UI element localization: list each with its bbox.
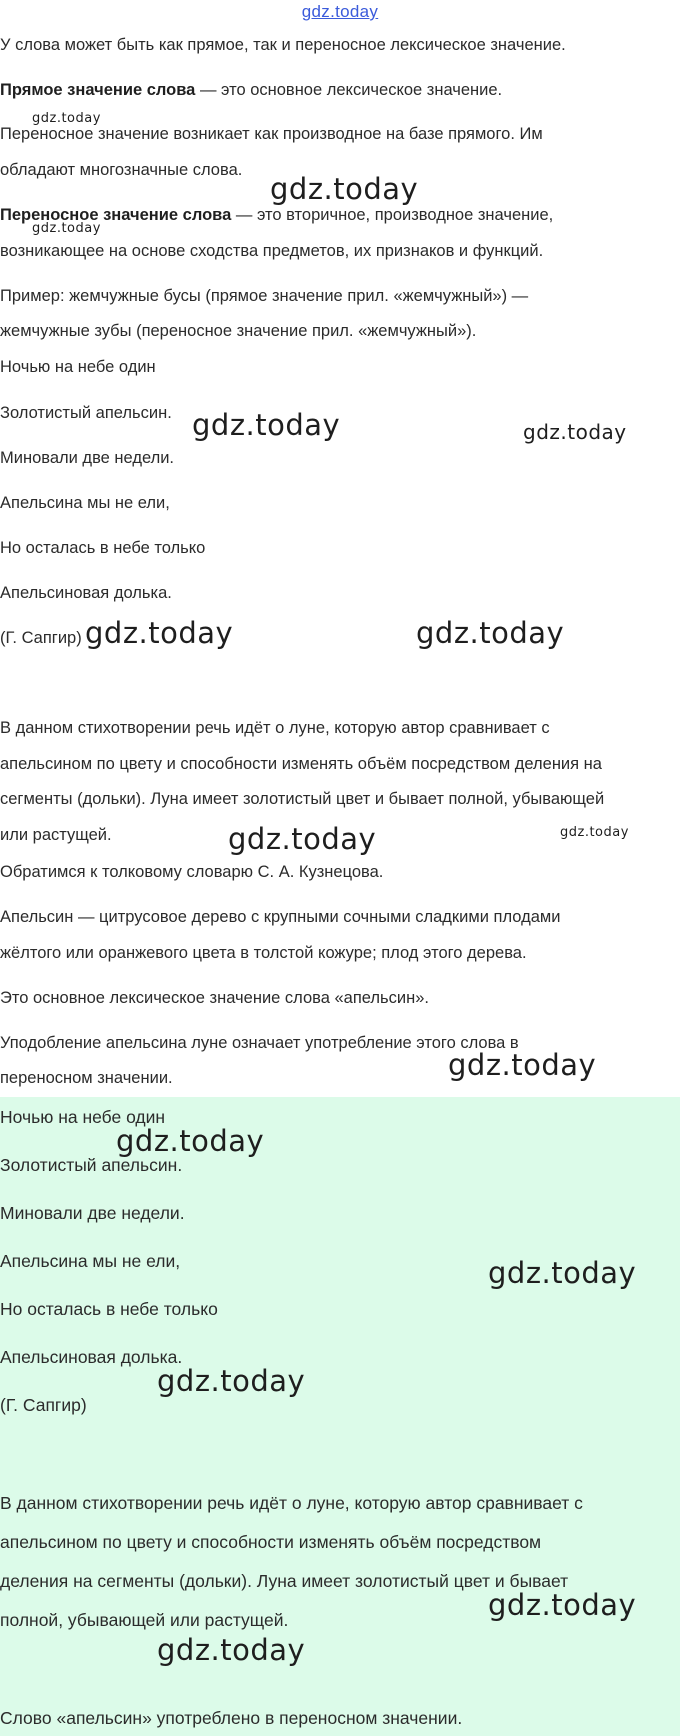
paragraph-direct-meaning (0, 80, 502, 100)
watermark: gdz.today (523, 420, 627, 444)
poem-line: Апельсиновая долька. (0, 584, 172, 602)
answer-poem-line: Золотистый апельсин. (0, 1155, 183, 1175)
poem-line: Апельсина мы не ели, (0, 494, 170, 512)
comparison-line: Уподобление апельсина луне означает употребление этого слова в (0, 1034, 519, 1052)
watermark: gdz.today (560, 825, 629, 840)
answer-poem-line: Миновали две недели. (0, 1203, 185, 1223)
poem-line: Но осталась в небе только (0, 539, 206, 557)
analysis-line: В данном стихотворении речь идёт о луне, которую автор сравнивает с (0, 719, 550, 737)
dictionary-reference: Обратимся к толковому словарю С. А. Кузнецова. (0, 863, 384, 881)
watermark: gdz.today (228, 822, 377, 856)
answer-poem-line: Но осталась в небе только (0, 1299, 218, 1319)
definition-direct-meaning: — это основное лексическое значение. (195, 81, 503, 99)
comparison-line: переносном значении. (0, 1069, 173, 1087)
analysis-line: апельсином по цвету и способности изменять объём посредством деления на (0, 755, 602, 773)
answer-poem-line: Ночью на небе один (0, 1107, 166, 1127)
poem-line: Золотистый апельсин. (0, 404, 172, 422)
poem-line: Ночью на небе один (0, 358, 156, 376)
term-figurative-meaning: Переносное значение слова (0, 206, 232, 224)
watermark: gdz.today (192, 408, 341, 442)
site-link[interactable]: gdz.today (301, 2, 379, 21)
paragraph-figurative-line2: обладают многозначные слова. (0, 161, 243, 179)
definition-line: Апельсин — цитрусовое дерево с крупными сочными сладкими плодами (0, 908, 561, 926)
answer-conclusion: Слово «апельсин» употреблено в переносном значении. (0, 1708, 463, 1728)
answer-poem-author: (Г. Сапгир) (0, 1395, 87, 1415)
definition-line: жёлтого или оранжевого цвета в толстой кожуре; плод этого дерева. (0, 944, 527, 962)
answer-analysis-line: полной, убывающей или растущей. (0, 1610, 289, 1630)
watermark: gdz.today (416, 616, 565, 650)
term-direct-meaning: Прямое значение слова (0, 81, 196, 99)
watermark: gdz.today (157, 1633, 306, 1667)
main-meaning: Это основное лексическое значение слова «апельсин». (0, 989, 429, 1007)
paragraph-example-line1: Пример: жемчужные бусы (прямое значение прил. «жемчужный») — (0, 287, 529, 305)
answer-poem-line: Апельсина мы не ели, (0, 1251, 181, 1271)
watermark: gdz.today (85, 616, 234, 650)
watermark: gdz.today (270, 172, 419, 206)
watermark: gdz.today (488, 1256, 637, 1290)
watermark: gdz.today (32, 111, 101, 126)
answer-analysis-line: В данном стихотворении речь идёт о луне, которую автор сравнивает с (0, 1493, 583, 1513)
definition-figurative-meaning: — это вторичное, производное значение, (231, 206, 554, 224)
answer-analysis-line: апельсином по цвету и способности изменять объём посредством (0, 1532, 542, 1552)
poem-author: (Г. Сапгир) (0, 629, 82, 647)
answer-poem-line: Апельсиновая долька. (0, 1347, 183, 1367)
watermark: gdz.today (448, 1048, 597, 1082)
answer-analysis-line: деления на сегменты (дольки). Луна имеет золотистый цвет и бывает (0, 1571, 569, 1591)
analysis-line: сегменты (дольки). Луна имеет золотистый цвет и бывает полной, убывающей (0, 790, 605, 808)
paragraph-figurative-definition-line2: возникающее на основе сходства предметов, их признаков и функций. (0, 242, 544, 260)
watermark: gdz.today (488, 1588, 637, 1622)
paragraph-example-line2: жемчужные зубы (переносное значение прил. «жемчужный»). (0, 322, 477, 340)
watermark: gdz.today (157, 1364, 306, 1398)
watermark: gdz.today (116, 1124, 265, 1158)
answer-block (0, 1097, 680, 1736)
paragraph-figurative-line1: Переносное значение возникает как производное на базе прямого. Им (0, 125, 543, 143)
paragraph-intro: У слова может быть как прямое, так и переносное лексическое значение. (0, 36, 566, 54)
analysis-line: или растущей. (0, 826, 112, 844)
poem-line: Миновали две недели. (0, 449, 175, 467)
watermark: gdz.today (32, 221, 101, 236)
